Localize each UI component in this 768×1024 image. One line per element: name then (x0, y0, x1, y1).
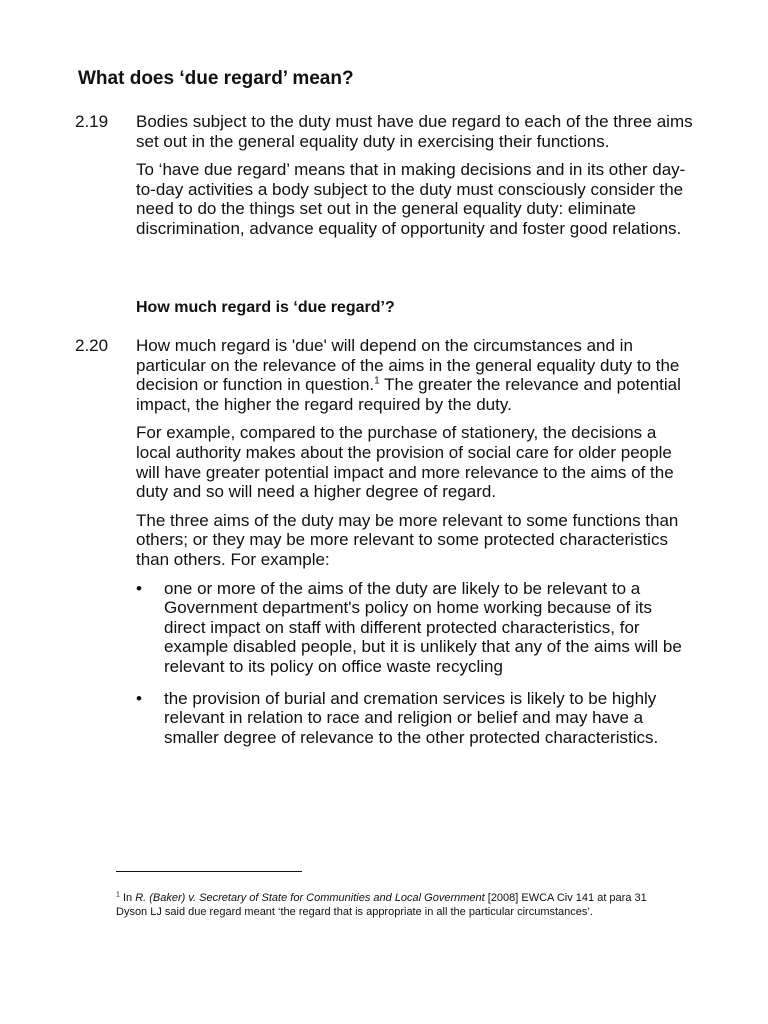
footnote-number: 1 (116, 891, 120, 899)
list-item-text: one or more of the aims of the duty are likely to be relevant to a Government department's policy on home working because of its direct impact on staff with different protected characteristics, for example disabled people, but it is unlikely that any of the aims will be relevant to its policy on office waste recycling (164, 578, 682, 676)
bullet-list (136, 579, 696, 748)
paragraph-text: For example, compared to the purchase of stationery, the decisions a local authority makes about the provision of social care for older people will have greater potential impact and more relevance to the aims of the duty and so will need a higher degree of regard. (136, 423, 674, 502)
paragraph-text: Bodies subject to the duty must have due regard to each of the three aims set out in the general equality duty in exercising their functions. (136, 112, 693, 151)
subheading: How much regard is ‘due regard’? (136, 299, 395, 316)
list-item (136, 689, 696, 748)
bullet-icon: • (136, 578, 142, 598)
paragraph-number: 2.19 (75, 112, 109, 131)
footnote-separator (116, 871, 302, 872)
footnote-text: In (119, 892, 136, 904)
bullet-icon: • (136, 688, 142, 708)
footnote-reference[interactable]: 1 (374, 375, 380, 387)
footnote-text: [2008] EWCA Civ 141 at para 31 Dyson LJ said due regard meant ‘the regard that is appropriate in all the particular circumstances’. (116, 892, 647, 918)
paragraph-text: The three aims of the duty may be more relevant to some functions than others; or they may be more relevant to some protected characteristics than others. For example: (136, 510, 679, 569)
paragraph-number: 2.20 (75, 336, 109, 355)
text-run: How much regard is 'due' will depend on the circumstances and in particular on the relevance of the aims in the general equality duty to the decision or function in question. (136, 336, 680, 395)
page-heading: What does ‘due regard’ mean? (78, 68, 354, 89)
paragraph-text: To ‘have due regard’ means that in making decisions and in its other day-to-day activities a body subject to the duty must consciously consider the need to do the things set out in the general equality duty: eliminate discrimination, advance equality of opportunity and foster good relations. (136, 160, 686, 238)
paragraph-text (136, 336, 696, 414)
list-item-text: the provision of burial and cremation services is likely to be highly relevant in relation to race and religion or belief and may have a smaller degree of relevance to the other protected characteristics. (164, 688, 659, 747)
footnote-case-name: R. (Baker) v. Secretary of State for Communities and Local Government (135, 892, 485, 904)
paragraph-body (136, 112, 696, 248)
paragraph-body (136, 336, 696, 759)
footnote (116, 892, 656, 919)
list-item (136, 579, 696, 677)
text-run: The greater the relevance and potential impact, the higher the regard required by the duty. (136, 375, 681, 414)
